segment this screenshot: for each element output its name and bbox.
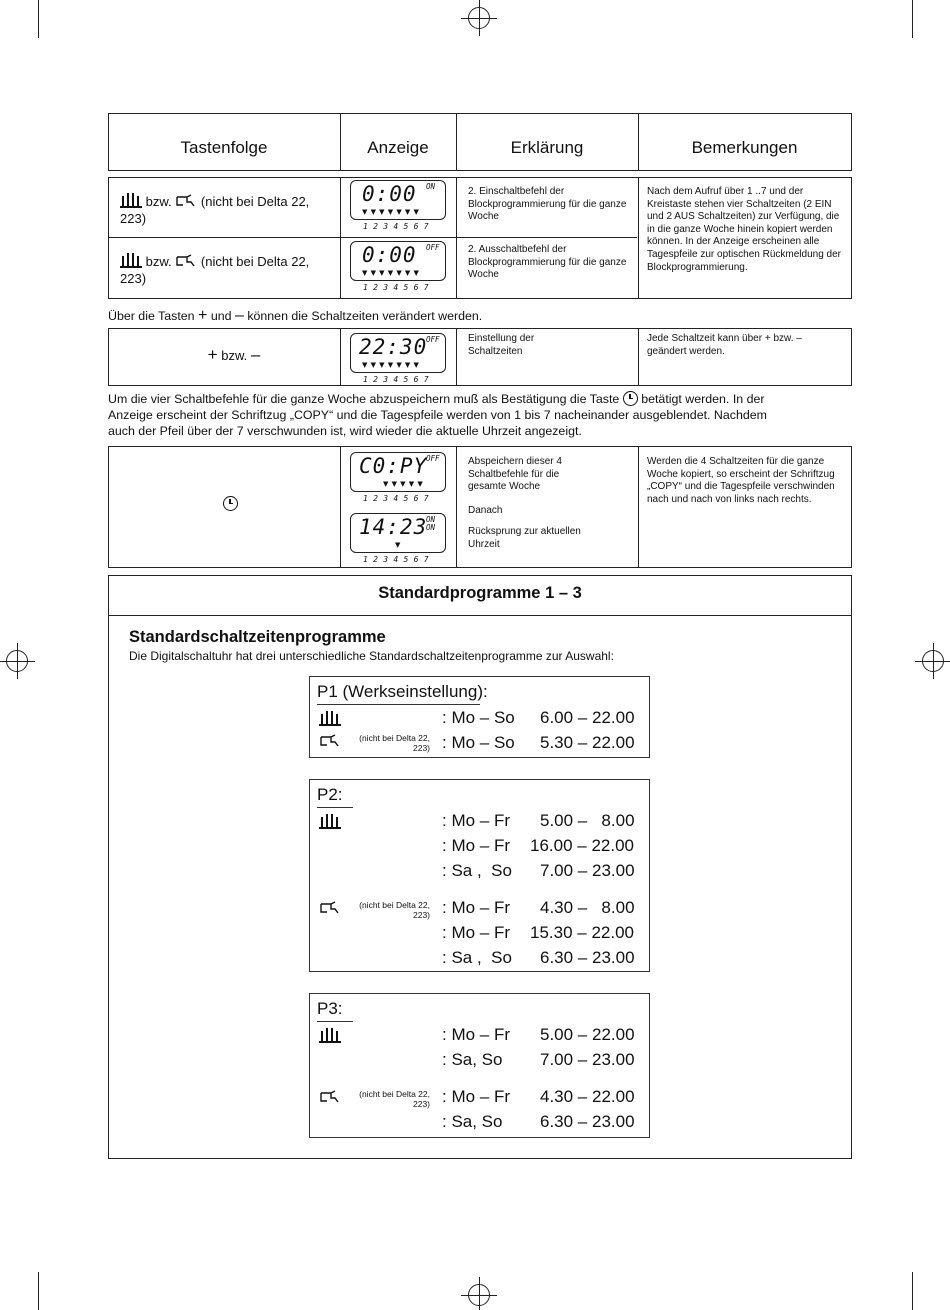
lcd-days: 1234567: [363, 222, 434, 231]
tap-icon: [319, 901, 341, 915]
registration-mark: [922, 650, 944, 672]
key-sequence-row1: bzw. (nicht bei Delta 22, 223): [120, 194, 310, 226]
lcd-time: 0:00: [362, 243, 417, 267]
paragraph-copy: Um die vier Schaltbefehle für die ganze Woche abzuspeichern muß als Bestätigung die Taste betätigt werden. In der Anzeige erscheint der Schriftzug „COPY“ und die Tagespfeile werden von 1 bis 7 nacheinander ausgeblendet. Nachdem auch der Pfeil über der 7 verschwunden ist, wird wieder die aktuelle Uhrzeit angezeigt.: [108, 392, 767, 438]
lcd-days: 1234567: [363, 494, 434, 503]
radiator-icon: [319, 1028, 341, 1043]
header-anzeige: Anzeige: [367, 138, 429, 157]
note: (nicht bei Delta 22, 223): [359, 733, 430, 753]
lcd-time: 14:23: [359, 515, 428, 539]
explanation-save: Abspeichern dieser 4 Schaltbefehle für die gesamte Woche: [468, 456, 562, 493]
remark-adjust: Jede Schaltzeit kann über + bzw. – geändert werden.: [647, 333, 802, 357]
tap-icon: [319, 734, 341, 748]
registration-mark: [468, 7, 490, 29]
lcd-display-row1: [350, 180, 446, 232]
radiator-icon: [319, 711, 341, 726]
registration-mark: [468, 1284, 490, 1306]
crop-mark: [38, 0, 39, 38]
remark-copy: Werden die 4 Schaltzeiten für die ganze Woche kopiert, so erscheint der Schriftzug „COPY“ und die Tagespfeile verschwinden nach und nach von links nach rechts.: [647, 456, 835, 505]
explanation-adjust: Einstellung der Schaltzeiten: [468, 333, 535, 357]
clock-icon: [623, 391, 638, 406]
lcd-days: 1234567: [363, 375, 434, 384]
explanation-row2: 2. Ausschaltbefehl der Blockprogrammierung für die ganze Woche: [468, 244, 627, 281]
tap-icon: [175, 194, 197, 208]
crop-mark: [912, 0, 913, 38]
lcd-status: OFF: [426, 335, 440, 344]
header-tastenfolge: Tastenfolge: [180, 138, 268, 157]
tap-icon: [319, 1090, 341, 1104]
radiator-icon: [319, 814, 341, 829]
lcd-display-clock: [350, 513, 446, 565]
remark-block1: Nach dem Aufruf über 1 ..7 und der Kreistaste stehen vier Schaltzeiten (2 EIN und 2 AUS Schaltzeiten) zur Verfügung, die in die ganze Woche hinein kopiert werden können. In der Anzeige erscheinen alle Tagespfeile zur optischen Rückmeldung der Blockprogrammierung.: [647, 186, 841, 273]
lcd-time: C0:PY: [359, 454, 428, 478]
lcd-days: 1234567: [363, 555, 434, 564]
program-title: P3:: [317, 999, 343, 1018]
explanation-then: Danach: [468, 505, 503, 516]
radiator-icon: [120, 193, 142, 208]
clock-icon: [223, 496, 238, 511]
crop-mark: [912, 1272, 913, 1310]
day-arrows: ▼: [395, 541, 404, 549]
day-arrows: ▼▼▼▼▼: [383, 480, 426, 488]
explanation-row1: 2. Einschaltbefehl der Blockprogrammierung für die ganze Woche: [468, 186, 627, 223]
lcd-display-adjust: [350, 333, 446, 385]
paragraph-adjust: Über die Tasten + und – können die Schaltzeiten verändert werden.: [108, 307, 483, 324]
lcd-time: 22:30: [359, 335, 428, 359]
registration-mark: [6, 650, 28, 672]
tap-icon: [175, 254, 197, 268]
lcd-days: 1234567: [363, 283, 434, 292]
program-title: P1 (Werkseinstellung):: [317, 682, 488, 701]
explanation-return: Rücksprung zur aktuellen Uhrzeit: [468, 526, 581, 550]
header-erklaerung: Erklärung: [510, 138, 584, 157]
section-title: Standardprogramme 1 – 3: [378, 584, 582, 602]
note: (nicht bei Delta 22, 223): [359, 900, 430, 920]
key-plus-minus: + bzw. –: [207, 345, 261, 364]
program-p2: P2: : Mo – Fr 5.00 – 8.00 : Mo – Fr 16.00 – 22.00 : Sa , So 7.00 – 23.00 (nicht bei Delta 22, 223) : Mo – Fr 4.30 – 8.00 : Mo – Fr 15.30 – 22.00 : Sa , So 6.30 – 23.00: [309, 779, 650, 972]
crop-mark: [38, 1272, 39, 1310]
lcd-time: 0:00: [362, 182, 417, 206]
key-sequence-row2: bzw. (nicht bei Delta 22, 223): [120, 254, 310, 286]
program-p3: P3: : Mo – Fr 5.00 – 22.00 : Sa, So 7.00 – 23.00 (nicht bei Delta 22, 223) : Mo – Fr 4.30 – 22.00 : Sa, So 6.30 – 23.00: [309, 993, 650, 1138]
program-title: P2:: [317, 785, 343, 804]
program-p1: P1 (Werkseinstellung): : Mo – So 6.00 – 22.00 (nicht bei Delta 22, 223) : Mo – So 5.30 – 22.00: [309, 676, 650, 758]
day-arrows: ▼▼▼▼▼▼▼: [362, 269, 423, 277]
radiator-icon: [120, 253, 142, 268]
lcd-display-row2: [350, 241, 446, 293]
section-subtitle: Standardschaltzeitenprogramme: [129, 628, 386, 646]
day-arrows: ▼▼▼▼▼▼▼: [362, 208, 423, 216]
lcd-display-copy: [350, 452, 446, 504]
day-arrows: ▼▼▼▼▼▼▼: [362, 361, 423, 369]
note: (nicht bei Delta 22, 223): [359, 1089, 430, 1109]
lcd-status: ON: [426, 182, 436, 191]
header-bemerkungen: Bemerkungen: [691, 138, 798, 157]
lcd-status: OFF: [426, 454, 440, 463]
lcd-status: ON ON: [426, 515, 436, 532]
section-intro: Die Digitalschaltuhr hat drei unterschiedliche Standardschaltzeitenprogramme zur Auswahl:: [129, 649, 614, 663]
lcd-status: OFF: [426, 243, 440, 252]
